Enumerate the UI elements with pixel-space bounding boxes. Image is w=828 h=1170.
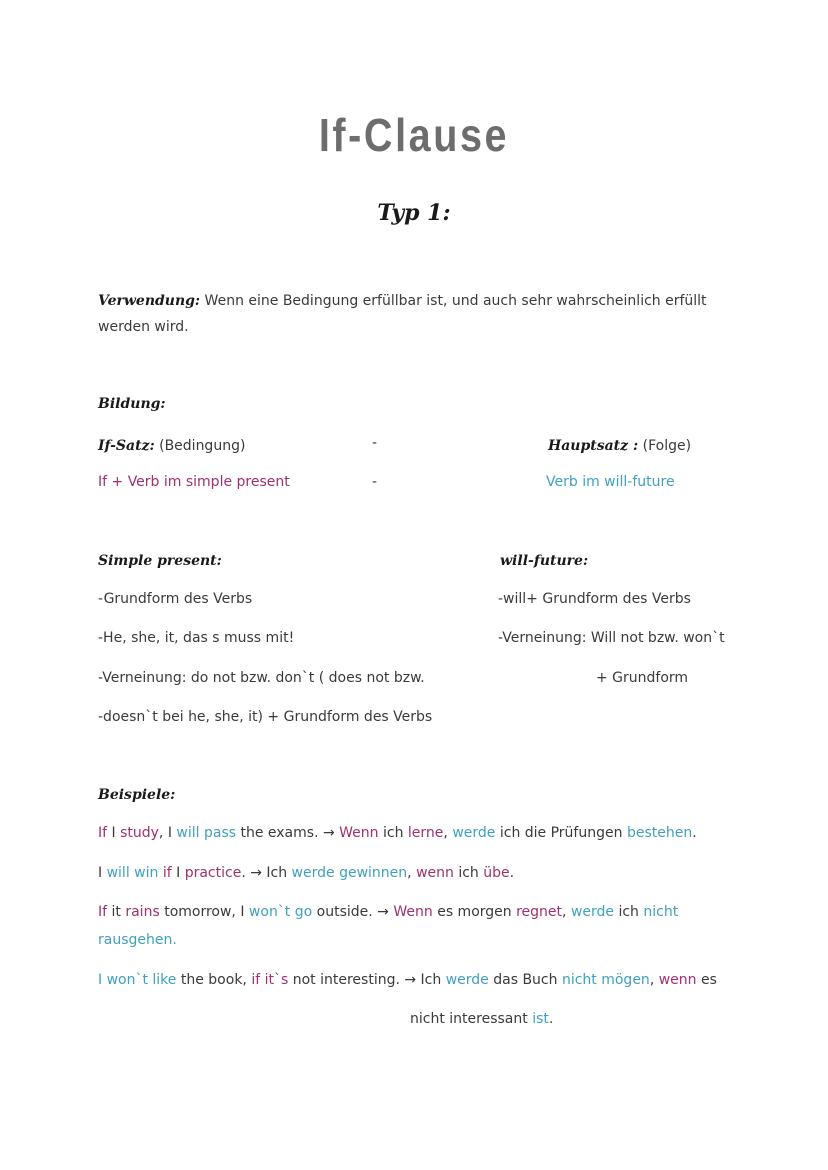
example-segment: wenn bbox=[658, 972, 697, 988]
example-segment: . bbox=[692, 825, 697, 841]
simple-present-line: -doesn`t bei he, she, it) + Grundform des Verbs bbox=[98, 709, 433, 725]
example-segment: practice bbox=[184, 865, 242, 881]
if-clause-rule: If + Verb im simple present bbox=[98, 474, 290, 490]
example-segment: if it`s bbox=[251, 972, 289, 988]
example-segment: will win bbox=[106, 865, 159, 881]
example-segment: study bbox=[120, 825, 159, 841]
if-clause-label: If-Satz: bbox=[98, 438, 155, 454]
example-segment: outside. → bbox=[312, 904, 394, 920]
will-future-line: -will+ Grundform des Verbs bbox=[498, 591, 691, 607]
example-segment: werde bbox=[445, 972, 489, 988]
example-segment: tomorrow, I bbox=[159, 904, 249, 920]
example-segment: Wenn bbox=[339, 825, 379, 841]
example-segment: ich bbox=[378, 825, 408, 841]
example-segment: . → Ich bbox=[241, 865, 292, 881]
example-segment: übe bbox=[483, 865, 510, 881]
example-segment: , bbox=[443, 825, 453, 841]
example-segment: not interesting. → Ich bbox=[288, 972, 446, 988]
example-segment: nicht mögen bbox=[561, 972, 650, 988]
example-segment: werde gewinnen bbox=[291, 865, 408, 881]
example-segment: ist bbox=[532, 1011, 549, 1027]
examples-label: Beispiele: bbox=[98, 787, 176, 803]
usage-text-2: werden wird. bbox=[98, 319, 189, 335]
will-future-line: + Grundform bbox=[596, 670, 689, 686]
example-segment: regnet bbox=[516, 904, 563, 920]
example-sentence bbox=[98, 865, 514, 881]
example-segment: , bbox=[407, 865, 417, 881]
example-segment: ich bbox=[614, 904, 644, 920]
example-segment: lerne bbox=[407, 825, 444, 841]
simple-present-label: Simple present: bbox=[98, 553, 222, 569]
example-segment: . bbox=[548, 1011, 554, 1027]
example-segment: rausgehen. bbox=[98, 932, 177, 948]
main-clause-desc: (Folge) bbox=[638, 438, 692, 454]
example-segment: werde bbox=[570, 904, 615, 920]
example-segment: the exams. → bbox=[236, 825, 340, 841]
page-subtitle: Typ 1: bbox=[377, 200, 451, 226]
example-segment: If bbox=[98, 904, 108, 920]
example-segment: won`t go bbox=[248, 904, 313, 920]
example-segment: es morgen bbox=[432, 904, 517, 920]
example-segment: I bbox=[171, 865, 185, 881]
example-segment: wenn bbox=[416, 865, 454, 881]
example-sentence bbox=[98, 825, 697, 841]
example-segment: bestehen bbox=[626, 825, 693, 841]
if-clause-desc: (Bedingung) bbox=[154, 438, 246, 454]
example-segment: will pass bbox=[176, 825, 237, 841]
will-future-label: will-future: bbox=[500, 553, 589, 569]
example-segment: , I bbox=[158, 825, 177, 841]
example-segment: if bbox=[162, 865, 172, 881]
example-sentence bbox=[98, 904, 678, 920]
formation-dash-1: - bbox=[372, 435, 378, 451]
usage-label: Verwendung: bbox=[98, 293, 201, 309]
simple-present-line: -Grundform des Verbs bbox=[98, 591, 253, 607]
formation-dash-2: - bbox=[372, 474, 378, 490]
example-segment: it bbox=[107, 904, 126, 920]
example-segment: ich die Prüfungen bbox=[495, 825, 627, 841]
example-segment: . bbox=[509, 865, 515, 881]
example-segment: the book, bbox=[176, 972, 252, 988]
if-clause-heading bbox=[98, 435, 245, 454]
formation-label: Bildung: bbox=[98, 396, 166, 412]
page-title: If-Clause bbox=[318, 109, 510, 161]
example-segment: If bbox=[98, 825, 108, 841]
example-segment: ich bbox=[453, 865, 484, 881]
usage-text-1: Wenn eine Bedingung erfüllbar ist, und auch sehr wahrscheinlich erfüllt bbox=[200, 293, 707, 309]
main-clause-label: Hauptsatz : bbox=[548, 438, 639, 454]
example-segment: I bbox=[98, 865, 107, 881]
example-segment: werde bbox=[452, 825, 496, 841]
example-segment: I bbox=[107, 825, 121, 841]
simple-present-line: -Verneinung: do not bzw. don`t ( does not bzw. bbox=[98, 670, 425, 686]
simple-present-line: -He, she, it, das s muss mit! bbox=[98, 630, 295, 646]
example-segment: Wenn bbox=[393, 904, 433, 920]
main-clause-heading bbox=[548, 435, 691, 454]
example-segment: rains bbox=[125, 904, 160, 920]
example-segment: nicht bbox=[643, 904, 679, 920]
example-segment: , bbox=[562, 904, 571, 920]
example-segment: nicht interessant bbox=[410, 1011, 533, 1027]
main-clause-rule: Verb im will-future bbox=[546, 474, 675, 490]
example-segment: es bbox=[696, 972, 717, 988]
example-segment: , bbox=[649, 972, 659, 988]
example-sentence bbox=[98, 932, 177, 948]
example-segment: I won`t like bbox=[98, 972, 177, 988]
example-sentence bbox=[410, 1011, 553, 1027]
example-segment: das Buch bbox=[488, 972, 562, 988]
usage-line-1 bbox=[98, 290, 707, 309]
will-future-line: -Verneinung: Will not bzw. won`t bbox=[498, 630, 725, 646]
example-sentence bbox=[98, 972, 717, 988]
